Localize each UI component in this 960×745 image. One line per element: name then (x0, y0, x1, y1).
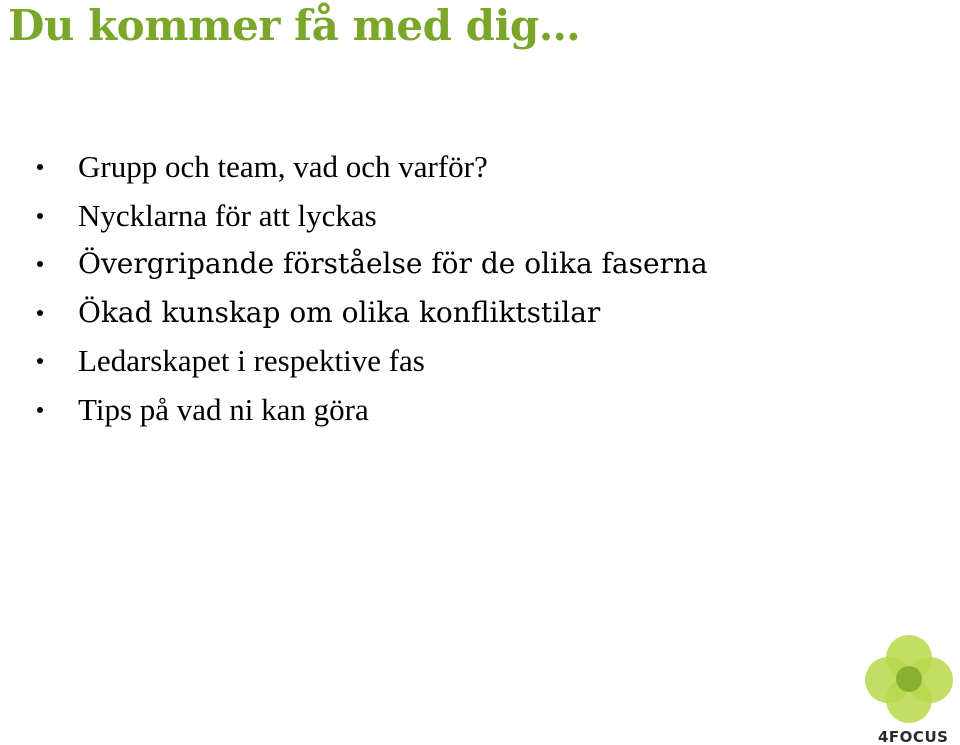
bullet-icon (37, 358, 43, 364)
bullet-text: Grupp och team, vad och varför? (78, 149, 488, 185)
slide-title: Du kommer få med dig… (8, 1, 581, 50)
bullet-text: Ledarskapet i respektive fas (78, 343, 425, 379)
bullet-icon (37, 310, 43, 316)
company-logo (858, 630, 960, 745)
four-circles-logo-icon (858, 630, 960, 730)
bullet-text: Övergripande förståelse för de olika faserna (78, 247, 708, 281)
bullet-text: Ökad kunskap om olika konfliktstilar (78, 295, 601, 329)
bullet-text: Nycklarna för att lyckas (78, 197, 377, 233)
logo-text: 4FOCUS (878, 728, 949, 745)
bullet-icon (37, 407, 43, 413)
bullet-text: Tips på vad ni kan göra (78, 391, 369, 427)
bullet-icon (37, 164, 43, 170)
bullet-icon (37, 261, 43, 267)
bullet-icon (37, 213, 43, 219)
